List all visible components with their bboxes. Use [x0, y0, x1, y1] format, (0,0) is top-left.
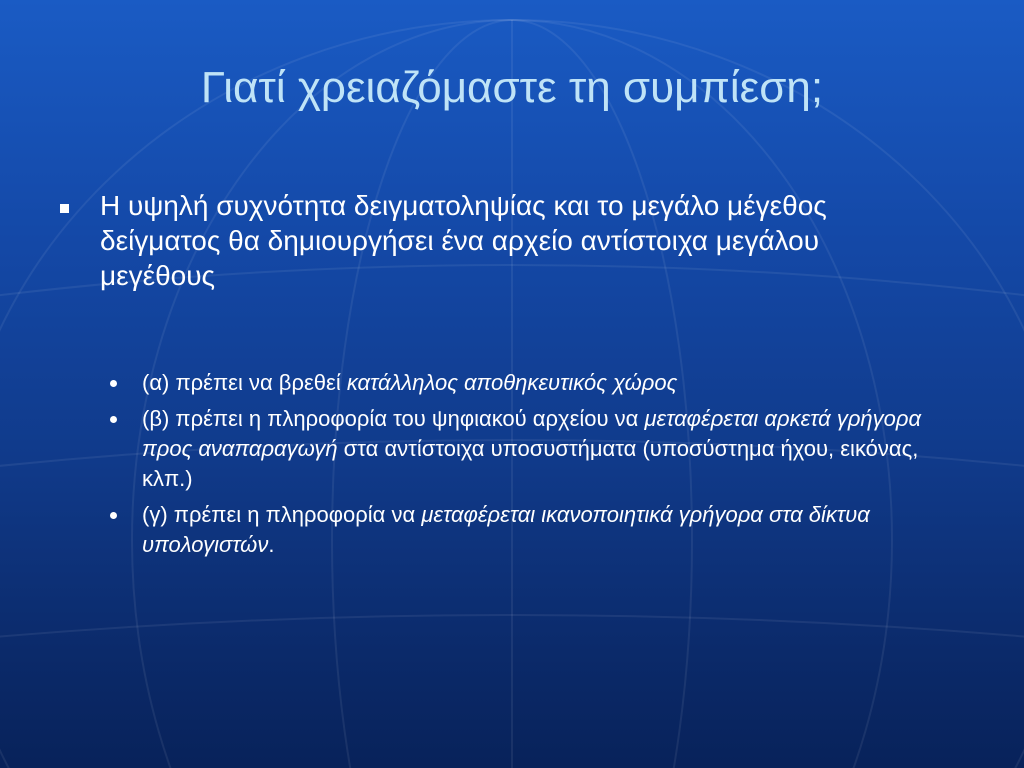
- main-bullet: [60, 188, 940, 293]
- sub-bullet-c-normal-2: .: [268, 532, 275, 557]
- round-bullet-icon: [110, 380, 117, 387]
- square-bullet-icon: [60, 204, 69, 213]
- sub-bullet-c-italic: μεταφέρεται ικανοποιητικά γρήγορα στα δίκτυα υπολογιστών: [142, 502, 870, 557]
- sub-bullet-a-normal-1: (α) πρέπει να βρεθεί: [142, 370, 347, 395]
- sub-bullet-b-italic: μεταφέρεται αρκετά γρήγορα προς αναπαραγωγή: [142, 406, 922, 461]
- slide-title: Γιατί χρειαζόμαστε τη συμπίεση;: [200, 63, 824, 112]
- sub-bullet-b-normal-2: στα αντίστοιχα υποσυστήματα (υποσύστημα ήχου, εικόνας, κλπ.): [142, 436, 919, 491]
- main-bullet-text: Η υψηλή συχνότητα δειγματοληψίας και το μεγάλο μέγεθος δείγματος θα δημιουργήσει ένα αρχείο αντίστοιχα μεγάλου μεγέθους: [100, 190, 827, 291]
- sub-bullet-c-normal-1: (γ) πρέπει η πληροφορία να: [142, 502, 422, 527]
- sub-bullet-a: [110, 368, 970, 398]
- sub-bullet-text: [142, 500, 952, 560]
- sub-bullet-text: [142, 368, 952, 398]
- sub-bullet-list: [110, 368, 970, 566]
- round-bullet-icon: [110, 512, 117, 519]
- round-bullet-icon: [110, 416, 117, 423]
- sub-bullet-a-italic: κατάλληλος αποθηκευτικός χώρος: [346, 370, 678, 395]
- sub-bullet-text: [142, 404, 952, 494]
- sub-bullet-b-normal-1: (β) πρέπει η πληροφορία του ψηφιακού αρχείου να: [142, 406, 645, 431]
- sub-bullet-c: [110, 500, 970, 560]
- sub-bullet-b: [110, 404, 970, 494]
